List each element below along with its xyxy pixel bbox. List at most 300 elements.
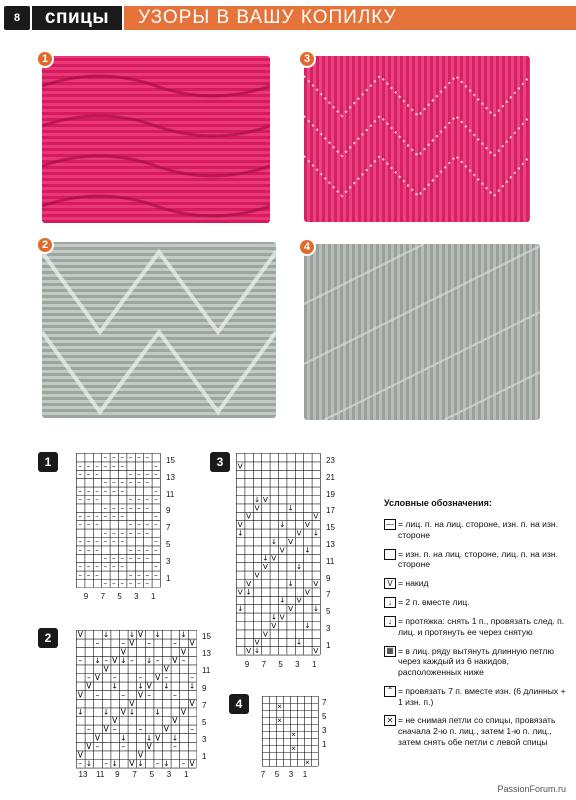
legend-item [384,715,570,747]
chart-symbol: ↓ [180,630,187,640]
chart-symbol: ✕ [290,731,297,739]
chart-symbol: V [172,655,178,665]
chart-symbol: V [262,629,268,639]
chart-row-label: 9 [326,573,331,583]
chart-row-label: 11 [326,556,335,566]
chart-symbol: V [94,673,101,683]
chart-symbol: – [87,673,91,683]
chart-symbol: V [237,520,243,530]
chart-symbol: V [271,620,277,630]
chart-col-label: 5 [278,660,283,669]
chart-symbol: ↓ [77,707,84,717]
chart-symbol: – [111,486,116,496]
chart-symbol: V [137,690,144,700]
knit-texture [42,242,276,418]
chart-row-label: 7 [326,590,331,600]
chart-symbol: V [246,578,252,588]
chart-symbol: – [145,520,150,530]
chart-row-label: 5 [322,712,327,721]
legend-item [384,646,570,678]
chart-row-label: 3 [326,624,331,633]
chart-symbol: – [145,578,150,588]
chart-symbol: – [95,536,99,546]
chart-col-label: 1 [302,770,308,779]
chart-symbol: V [86,741,92,751]
chart-symbol: – [130,655,134,665]
chart-symbol: – [86,570,91,580]
chart-symbol: – [111,461,116,471]
legend-item [384,597,570,608]
chart-symbol: V [112,716,118,726]
knitting-chart-4 [262,696,318,766]
legend-text: = провязать 7 п. вместе изн. (6 длинных + 1 изн. п.) [398,685,566,707]
chart-symbol: ↓ [137,681,144,691]
chart-symbol: V [262,562,268,572]
chart-symbol: V [155,673,161,683]
chart-col-label: 9 [115,770,120,779]
chart-symbol: – [137,545,141,555]
chart-symbol: ↓ [237,528,244,538]
chart-symbol: ↓ [102,707,110,717]
chart-symbol: ✕ [290,745,297,753]
chart-symbol: ↓ [154,630,161,640]
p7tog-icon: ⌃ [384,686,396,697]
chart-symbol: – [78,570,83,580]
chart-symbol: ↓ [279,520,286,530]
chart-symbol: – [121,690,126,700]
chart-symbol: – [128,503,133,513]
chart-symbol: – [95,511,99,521]
chart-symbol: V [137,630,144,640]
chart-symbol: V [112,655,118,665]
chart-symbol: – [103,562,108,572]
chart-symbol: V [77,750,83,760]
chart-symbol: V [86,681,92,691]
chart-symbol: – [86,486,91,496]
chart-symbol: V [237,587,243,597]
chart-symbol: – [103,461,108,471]
chart-symbol: – [103,528,108,538]
photo-badge: 1 [36,50,54,68]
cross-stitch-icon: ✕ [384,715,396,726]
chart-symbol: – [145,478,150,488]
chart-symbol: ↓ [111,681,118,691]
chart-symbol: V [254,570,260,580]
legend-title: Условные обозначения: [384,498,492,508]
chart-symbol: ↓ [145,655,153,665]
chart-symbol: ✕ [276,703,283,711]
chart-row-label: 23 [326,456,335,465]
chart-symbol: V [296,595,302,605]
chart-symbol: ↓ [295,637,303,647]
chart-symbol: – [120,503,125,513]
chart-symbol: – [128,528,133,538]
chart-symbol: – [86,520,91,530]
chart-symbol: ↓ [154,707,161,717]
chart-symbol: ↓ [270,612,277,622]
chart-symbol: – [78,511,83,521]
chart-symbol: V [180,707,187,717]
chart-symbol: – [153,486,158,496]
chart-symbol: – [95,570,99,580]
chart-symbol: ↓ [188,681,196,691]
chart-symbol: – [181,759,186,769]
chart-symbol: – [137,520,141,530]
chart-symbol: – [120,486,125,496]
chart-row-label: 1 [202,752,207,762]
chart-symbol: V [120,647,126,657]
chart-symbol: ↓ [128,630,136,640]
chart-symbol: – [145,553,150,563]
chart-symbol: – [120,536,125,546]
chart-symbol: – [128,570,133,580]
chart-symbol: – [103,478,108,488]
chart-symbol: – [78,562,83,572]
k2tog-icon: ↓ [384,597,396,608]
chart-symbol: – [137,528,141,538]
chart-symbol: V [254,503,260,513]
purl-symbol-icon [384,549,396,560]
knitting-chart-2 [76,630,196,768]
chart-symbol: – [111,562,116,572]
chart-symbol: ↓ [237,604,244,614]
chart-symbol: – [86,494,91,504]
chart-symbol: V [163,664,169,674]
chart-symbol: V [313,646,319,656]
knit-texture [304,56,530,222]
chart-symbol: V [296,528,302,538]
chart-badge: 3 [210,452,230,472]
chart-symbol: V [172,716,178,726]
chart-row-label: 9 [166,506,171,516]
chart-symbol: V [77,630,83,640]
chart-symbol: – [111,453,116,462]
chart-row-label: 7 [166,523,171,533]
chart-symbol: ↓ [262,553,269,563]
legend-text: = в лиц. ряду вытянуть длинную петлю через каждый из 6 накидов, расположенных ниже [398,645,554,678]
chart-symbol: V [129,759,135,769]
chart-row-label: 13 [326,540,335,549]
chart-symbol: ↓ [287,578,294,588]
knit-texture [304,244,540,420]
chart-symbol: V [103,724,109,734]
chart-row-label: 21 [326,472,335,482]
chart-symbol: – [121,638,126,648]
chart-symbol: – [145,528,150,538]
chart-symbol: V [103,664,109,674]
chart-symbol: – [111,528,116,538]
chart-symbol: – [137,453,141,462]
knit-symbol-icon: — [386,519,394,529]
chart-symbol: – [137,469,141,479]
chart-symbol: – [103,486,108,496]
chart-symbol: – [103,578,108,588]
chart-symbol: – [86,545,91,555]
chart-col-label: 3 [288,770,294,779]
chart-row-label: 3 [202,735,207,745]
chart-symbol: – [138,673,143,683]
chart-symbol: ↓ [102,630,110,640]
chart-symbol: V [120,707,126,717]
chart-row-label: 13 [166,472,175,482]
photo-badge: 4 [298,238,316,256]
chart-symbol: – [137,478,141,488]
chart-symbol: – [95,690,100,700]
chart-symbol: – [103,511,108,521]
chart-symbol: – [86,536,91,546]
chart-symbol: – [111,503,116,513]
legend-text: = не снимая петли со спицы, провязать сначала 2-ю п. лиц., затем 1-ю п. лиц., затем снять обе петли с левой спицы [398,715,556,747]
chart-row-label: 11 [202,666,211,676]
chart-symbol: – [78,486,83,496]
chart-symbol: V [137,750,144,760]
long-loop-icon: ▦ [384,646,396,657]
chart-row-label: 1 [326,640,331,650]
chart-symbol: – [138,724,143,734]
legend-text: = 2 п. вместе лиц. [398,597,470,608]
legend-item [384,578,570,589]
chart-col-label: 3 [134,592,139,601]
photo-pattern-2 [42,242,276,418]
chart-symbol: ↓ [245,587,252,597]
page-header [0,0,576,34]
chart-grid [236,453,321,656]
chart-symbol: – [104,759,108,769]
chart-row-label: 15 [326,523,335,533]
chart-symbol: V [77,690,83,700]
chart-symbol: – [153,570,158,580]
chart-row-label: 3 [166,556,171,566]
chart-symbol: V [237,461,243,471]
chart-symbol: – [86,461,91,471]
chart-symbol: – [173,638,177,648]
chart-symbol: ↓ [287,503,294,513]
chart-symbol: ↓ [85,759,93,769]
chart-symbol: ↓ [270,536,277,546]
chart-symbol: V [262,494,268,504]
chart-symbol: ↓ [163,759,170,769]
chart-row-label: 9 [202,683,207,693]
chart-symbol: – [128,494,133,504]
chart-symbol: V [155,733,161,743]
chart-symbol: – [145,545,150,555]
chart-symbol: V [304,520,310,530]
page-title: УЗОРЫ В ВАШУ КОПИЛКУ [124,6,576,30]
chart-symbol: – [95,469,99,479]
chart-col-label: 9 [83,592,89,601]
chart-symbol: – [103,503,108,513]
chart-symbol: – [137,494,141,504]
legend-item [384,686,570,707]
chart-symbol: V [304,587,310,597]
chart-symbol: – [137,503,141,513]
chart-badge: 4 [229,694,249,714]
knit-texture [42,56,270,223]
chart-row-label: 11 [166,489,175,499]
chart-symbol: – [153,461,158,471]
chart-col-label: 1 [183,770,189,779]
chart-symbol: V [254,637,260,647]
chart-symbol: – [128,520,133,530]
chart-row-label: 5 [326,607,331,617]
chart-row-label: 19 [326,489,335,499]
chart-symbol: – [111,511,116,521]
chart-symbol: – [145,503,150,513]
yarn-over-icon: V [384,578,396,589]
chart-grid [76,453,161,588]
chart-col-label: 1 [150,592,156,601]
chart-symbol: – [173,741,177,751]
chart-col-label: 5 [149,770,155,779]
chart-symbol: V [279,545,285,555]
chart-col-label: 9 [244,660,250,669]
chart-symbol: – [111,478,116,488]
chart-grid [76,630,197,769]
chart-symbol: V [94,733,101,743]
legend-item [384,616,570,637]
chart-symbol: ↓ [128,707,136,717]
chart-symbol: ↓ [94,655,101,665]
chart-row-label: 1 [166,573,171,583]
chart-symbol: – [147,638,151,648]
chart-symbol: – [78,494,83,504]
chart-symbol: V [313,578,319,588]
chart-symbol: ↓ [163,681,170,691]
chart-symbol: – [145,570,150,580]
chart-symbol: – [120,562,125,572]
chart-symbol: – [86,562,91,572]
legend-text: = изн. п. на лиц. стороне, лиц. п. на изн. стороне [398,548,559,570]
chart-row-label: 3 [322,726,327,735]
chart-symbol: – [137,570,141,580]
chart-symbol: ↓ [120,655,127,665]
photo-pattern-4 [304,244,540,420]
chart-symbol: V [288,536,294,546]
chart-symbol: V [180,647,187,657]
legend-item [384,519,570,540]
chart-symbol: – [145,453,150,462]
chart-symbol: – [78,461,83,471]
chart-symbol: – [147,690,151,700]
legend-text: = накид [398,578,429,589]
chart-col-label: 3 [295,660,300,669]
chart-symbol: – [112,673,117,683]
chart-symbol: – [86,469,91,479]
chart-symbol: – [153,520,158,530]
chart-symbol: – [103,453,108,462]
chart-symbol: ↓ [295,562,303,572]
chart-symbol: ✕ [276,717,283,725]
chart-symbol: – [153,494,158,504]
chart-symbol: V [163,724,169,734]
legend-text: = протяжка: снять 1 п., провязать след. п. лиц. и протянуть ее через снятую [398,616,565,637]
chart-row-label: 5 [202,718,207,727]
chart-col-label: 5 [117,592,122,601]
chart-col-label: 7 [261,660,267,669]
chart-symbol: – [95,638,100,648]
chart-row-label: 7 [322,698,327,707]
chart-col-label: 7 [132,770,137,779]
chart-symbol: ↓ [304,545,311,555]
chart-symbol: – [153,545,158,555]
chart-symbol: V [313,511,319,521]
chart-symbol: – [120,553,125,563]
chart-symbol: – [181,655,186,665]
legend-item [384,549,570,570]
chart-symbol: – [120,478,125,488]
chart-symbol: – [128,453,133,462]
chart-symbol: ↓ [137,759,144,769]
chart-symbol: – [120,578,125,588]
chart-symbol: – [128,578,133,588]
chart-symbol: V [189,759,195,769]
chart-symbol: – [95,545,99,555]
chart-symbol: – [190,724,194,734]
chart-symbol: – [78,655,83,665]
chart-symbol: – [145,494,150,504]
chart-symbol: V [246,646,252,656]
chart-symbol: – [128,478,133,488]
chart-symbol: – [112,724,117,734]
chart-symbol: – [104,655,108,665]
chart-symbol: ↓ [120,733,127,743]
chart-symbol: – [95,741,100,751]
chart-symbol: – [137,578,141,588]
chart-symbol: V [189,638,195,648]
chart-col-label: 13 [78,770,88,779]
chart-symbol: V [189,698,195,708]
chart-symbol: – [164,673,169,683]
photo-badge: 3 [298,50,316,68]
chart-symbol: – [78,759,83,769]
legend [384,498,570,756]
chart-symbol: – [153,562,158,572]
chart-symbol: – [173,690,177,700]
knitting-chart-3 [236,453,320,658]
chart-row-label: 15 [202,632,211,641]
skp-icon: ↓ [384,616,396,627]
chart-col-label: 7 [260,770,266,779]
chart-symbol: – [153,469,158,479]
chart-symbol: – [155,655,160,665]
chart-symbol: – [103,536,108,546]
chart-symbol: ✕ [304,759,311,767]
section-label: спицы [32,6,122,30]
chart-symbol: – [121,741,126,751]
chart-row-label: 7 [202,700,207,710]
chart-symbol: V [279,612,285,622]
chart-symbol: V [129,698,135,708]
chart-symbol: – [111,578,116,588]
chart-symbol: – [155,759,160,769]
chart-row-label: 15 [166,456,175,465]
chart-row-label: 5 [166,540,171,549]
chart-symbol: ↓ [279,595,286,605]
photo-pattern-1 [42,56,270,223]
chart-symbol: ↓ [111,759,118,769]
chart-symbol: ↓ [253,494,261,504]
chart-symbol: – [95,461,99,471]
chart-symbol: – [87,724,91,734]
chart-symbol: ↓ [145,733,153,743]
chart-symbol: – [111,553,116,563]
chart-symbol: – [145,469,150,479]
chart-symbol: ↓ [312,528,319,538]
watermark: PassionForum.ru [497,784,566,794]
chart-grid [262,696,319,767]
chart-symbol: – [78,520,83,530]
chart-col-label: 11 [96,770,105,779]
